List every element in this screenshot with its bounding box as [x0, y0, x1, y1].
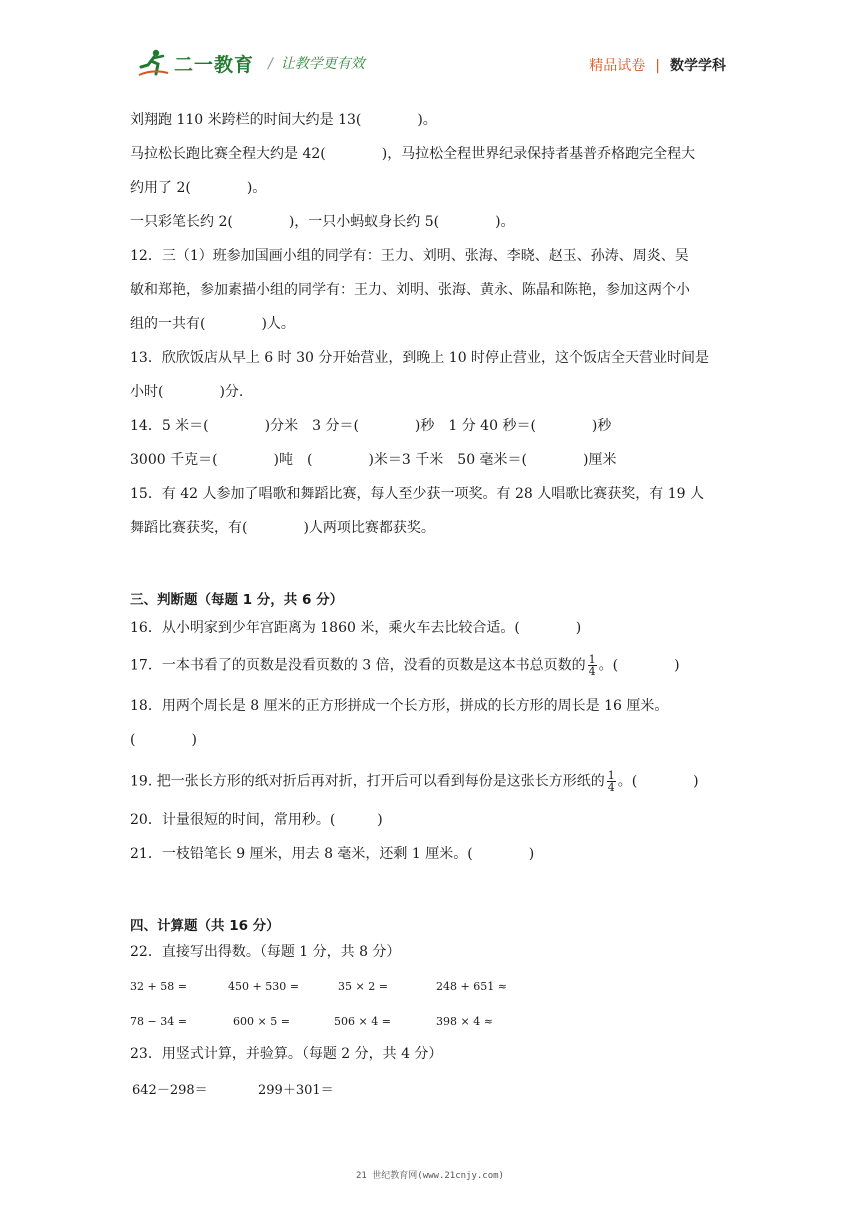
header-separator: |: [655, 58, 660, 74]
calc-item: 248 + 651 ≈: [436, 980, 507, 993]
calc-item: 450 + 530 =: [228, 980, 299, 993]
section-4-heading: 四、计算题（共 16 分）: [130, 918, 280, 934]
question-17-blank: 。( ): [598, 657, 680, 674]
calc-item: 32 + 58 =: [130, 980, 187, 993]
question-23-line: 23．用竖式计算，并验算。（每题 2 分，共 4 分）: [130, 1046, 443, 1062]
question-line: 马拉松长跑比赛全程大约是 42( )，马拉松全程世界纪录保持者基普乔格跑完全程大: [130, 146, 696, 162]
slogan-text: 让教学更有效: [280, 56, 365, 72]
fraction-one-quarter: [588, 654, 597, 677]
header-tag: 精品试卷: [589, 58, 646, 74]
vertical-calc-item: 299＋301＝: [258, 1083, 334, 1098]
page-footer: 21 世纪教育网(www.21cnjy.com): [356, 1171, 504, 1181]
question-19-blank: 。( ): [617, 773, 699, 790]
logo-text: 二一教育: [174, 53, 255, 76]
question-17-text: 17．一本书看了的页数是没看页数的 3 倍，没看的页数是这本书总页数的: [130, 657, 586, 674]
question-19-text: 19. 把一张长方形的纸对折后再对折，打开后可以看到每份是这张长方形纸的: [130, 773, 605, 790]
vertical-calc-item: 642－298＝: [132, 1083, 208, 1098]
calc-item: 600 × 5 =: [233, 1015, 290, 1028]
calc-item: 506 × 4 =: [334, 1015, 391, 1028]
section-3-heading: 三、判断题（每题 1 分，共 6 分）: [130, 592, 344, 608]
fraction-denominator: 4: [588, 665, 596, 678]
calc-item: 35 × 2 =: [338, 980, 388, 993]
fraction-numerator: 1: [607, 769, 615, 782]
question-15-line: 舞蹈比赛获奖，有( )人两项比赛都获奖。: [130, 520, 435, 536]
question-17-line: [130, 654, 680, 677]
question-13-line: 小时( )分.: [130, 384, 244, 400]
slogan: [268, 53, 365, 73]
runner-logo-icon: [136, 48, 170, 78]
question-22-line: 22．直接写出得数。（每题 1 分，共 8 分）: [130, 944, 401, 960]
question-12-line: 组的一共有( )人。: [130, 316, 295, 332]
question-line: 约用了 2( )。: [130, 180, 267, 196]
slogan-slash: /: [268, 56, 273, 72]
page-header: [0, 0, 860, 95]
question-18-blank: ( ): [130, 732, 197, 748]
calc-item: 398 × 4 ≈: [436, 1015, 493, 1028]
header-subject: 数学学科: [670, 58, 726, 74]
question-15-line: 15．有 42 人参加了唱歌和舞蹈比赛，每人至少获一项奖。有 28 人唱歌比赛获奖，有 19 人: [130, 486, 704, 502]
fraction-denominator: 4: [607, 781, 615, 794]
question-14-line: 14．5 米＝( )分米 3 分＝( )秒 1 分 40 秒＝( )秒: [130, 418, 612, 434]
fraction-one-quarter: [607, 770, 616, 793]
question-12-line: 敏和郑艳，参加素描小组的同学有：王力、刘明、张海、黄永、陈晶和陈艳，参加这两个小: [130, 282, 690, 298]
question-12-line: 12．三（1）班参加国画小组的同学有：王力、刘明、张海、李晓、赵玉、孙涛、周炎、吴: [130, 248, 689, 264]
header-right: [589, 55, 726, 75]
question-18-line: 18．用两个周长是 8 厘米的正方形拼成一个长方形，拼成的长方形的周长是 16 厘米。: [130, 698, 669, 714]
question-20-line: 20．计量很短的时间，常用秒。( ): [130, 812, 383, 828]
question-line: 一只彩笔长约 2( )，一只小蚂蚁身长约 5( )。: [130, 214, 515, 230]
fraction-numerator: 1: [588, 653, 596, 666]
question-14-line: 3000 千克＝( )吨 ( )米＝3 千米 50 毫米＝( )厘米: [130, 452, 617, 468]
question-21-line: 21．一枝铅笔长 9 厘米，用去 8 毫米，还剩 1 厘米。( ): [130, 846, 535, 862]
question-line: 刘翔跑 110 米跨栏的时间大约是 13( )。: [130, 112, 437, 128]
question-19-line: [130, 770, 699, 793]
question-16-line: 16．从小明家到少年宫距离为 1860 米，乘火车去比较合适。( ): [130, 620, 582, 636]
question-13-line: 13．欣欣饭店从早上 6 时 30 分开始营业，到晚上 10 时停止营业，这个饭店全天营业时间是: [130, 350, 710, 366]
calc-item: 78 − 34 =: [130, 1015, 187, 1028]
logo: [136, 46, 365, 80]
